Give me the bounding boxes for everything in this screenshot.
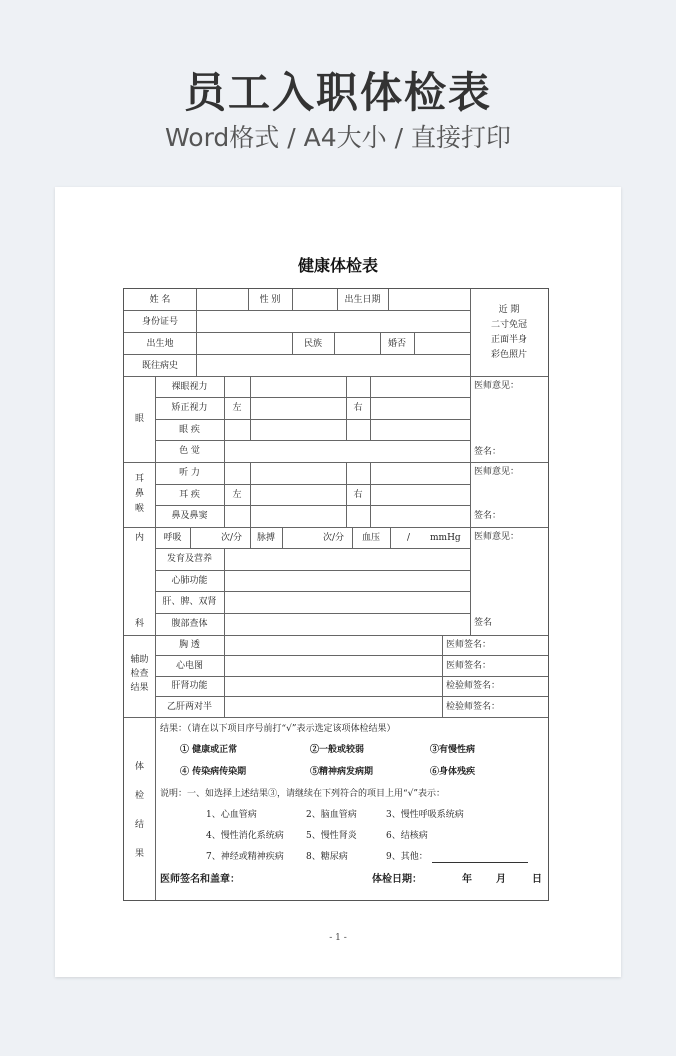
aux-line: 结果: [130, 683, 149, 693]
exam-date-label: 体检日期：: [372, 874, 422, 885]
internal-row-label: 肝、脾、双肾: [162, 597, 217, 607]
ent-right-label: 右: [353, 490, 363, 500]
internal-section-bottom: 科: [134, 619, 144, 629]
date-year: 年: [462, 874, 472, 885]
eye-section-label: 眼: [134, 414, 144, 424]
internal-row-label: 腹部查体: [171, 619, 208, 629]
ent-char: 耳: [134, 474, 144, 484]
internal-row-label: 发育及营养: [166, 554, 212, 564]
aux-sign-label: 检验师签名：: [446, 702, 501, 712]
id-number-label: 身份证号: [141, 317, 178, 327]
disease-item: 2、脑血管病: [306, 810, 357, 820]
ent-section-label: [124, 472, 155, 517]
ethnicity-label: 民族: [303, 339, 322, 349]
result-option: ⑤精神病发病期: [310, 767, 374, 777]
disease-item: 1、心血管病: [206, 810, 257, 820]
aux-sign-label: 检验师签名：: [446, 681, 501, 691]
aux-row-label: 乙肝两对半: [166, 702, 212, 712]
document-title: 健康体检表: [297, 256, 378, 275]
eye-row-label: 裸眼视力: [171, 382, 208, 392]
internal-doctor-opinion: 医师意见：: [474, 532, 520, 542]
pulse-unit: 次/分: [323, 533, 345, 543]
doctor-seal-label: 医师签名和盖章：: [160, 874, 240, 885]
internal-doctor-sign: 签名: [474, 618, 493, 628]
result-option: ① 健康或正常: [180, 745, 238, 755]
aux-line: 检查: [130, 669, 149, 679]
eye-left-label: 左: [232, 403, 242, 413]
ent-row-label: 鼻及鼻窦: [171, 511, 208, 521]
aux-row-label: 心电图: [175, 661, 203, 671]
health-form-table: [123, 288, 549, 901]
date-day: 日: [532, 874, 542, 885]
name-label: 姓 名: [149, 295, 171, 305]
result-char: 检: [134, 791, 144, 801]
birthplace-label: 出生地: [146, 339, 174, 349]
disease-item: 8、糖尿病: [306, 852, 348, 862]
result-char: 体: [134, 762, 144, 772]
result-note: 说明：一、如选择上述结果③，请继续在下列符合的项目上用“√”表示：: [160, 789, 445, 799]
result-intro: 结果：（请在以下项目序号前打“√”表示选定该项体检结果）: [160, 724, 396, 734]
marital-label: 婚否: [387, 339, 406, 349]
disease-item: 5、慢性肾炎: [306, 831, 357, 841]
eye-doctor-sign: 签名：: [474, 447, 502, 457]
eye-right-label: 右: [353, 403, 363, 413]
banner-subtitle: Word格式 / A4大小 / 直接打印: [165, 123, 511, 152]
result-option: ⑥身体残疾: [430, 767, 476, 777]
eye-doctor-opinion: 医师意见：: [474, 381, 520, 391]
internal-row-label: 心肺功能: [171, 576, 208, 586]
ent-left-label: 左: [232, 490, 242, 500]
aux-sign-label: 医师签名：: [446, 661, 492, 671]
document-page: [55, 187, 621, 977]
result-option: ④ 传染病传染期: [180, 767, 247, 777]
bp-slash: /: [407, 533, 411, 543]
photo-line: 彩色照片: [490, 350, 527, 360]
eye-row-label: 矫正视力: [171, 403, 208, 413]
other-blank-line: [432, 862, 528, 863]
disease-item: 6、结核病: [386, 831, 428, 841]
result-section-label: [124, 753, 155, 869]
bp-unit: mmHg: [430, 533, 461, 543]
photo-line: 正面半身: [490, 335, 527, 345]
aux-row-label: 胸 透: [179, 640, 200, 650]
breath-label: 呼吸: [163, 533, 182, 543]
date-month: 月: [496, 874, 506, 885]
birth-date-label: 出生日期: [344, 295, 381, 305]
aux-sign-label: 医师签名：: [446, 640, 492, 650]
eye-row-label: 色 觉: [179, 446, 200, 456]
ent-char: 鼻: [134, 489, 144, 499]
disease-item: 3、慢性呼吸系统病: [386, 810, 464, 820]
disease-item: 9、其他：: [386, 852, 428, 862]
gender-label: 性 别: [259, 295, 281, 305]
blood-pressure-label: 血压: [361, 533, 380, 543]
ent-doctor-sign: 签名：: [474, 511, 502, 521]
banner-title: 员工入职体检表: [183, 68, 492, 117]
disease-item: 7、神经或精神疾病: [206, 852, 284, 862]
aux-section-label: [124, 653, 155, 695]
pulse-label: 脉搏: [256, 533, 275, 543]
aux-line: 辅助: [130, 655, 149, 665]
breath-unit: 次/分: [221, 533, 243, 543]
result-option: ③有慢性病: [430, 745, 476, 755]
page-number: - 1 -: [329, 933, 347, 943]
result-char: 结: [134, 820, 144, 830]
ent-doctor-opinion: 医师意见：: [474, 467, 520, 477]
eye-row-label: 眼 疾: [179, 425, 200, 435]
disease-item: 4、慢性消化系统病: [206, 831, 284, 841]
aux-row-label: 肝肾功能: [171, 681, 208, 691]
photo-placeholder: [470, 303, 548, 363]
ent-row-label: 耳 疾: [179, 490, 200, 500]
medical-history-label: 既往病史: [141, 361, 178, 371]
photo-line: 近 期: [498, 305, 520, 315]
result-option: ②一般或较弱: [310, 745, 365, 755]
ent-char: 喉: [134, 504, 144, 514]
internal-section-top: 内: [134, 533, 144, 543]
result-char: 果: [134, 849, 144, 859]
photo-line: 二寸免冠: [490, 320, 527, 330]
ent-row-label: 听 力: [179, 468, 200, 478]
